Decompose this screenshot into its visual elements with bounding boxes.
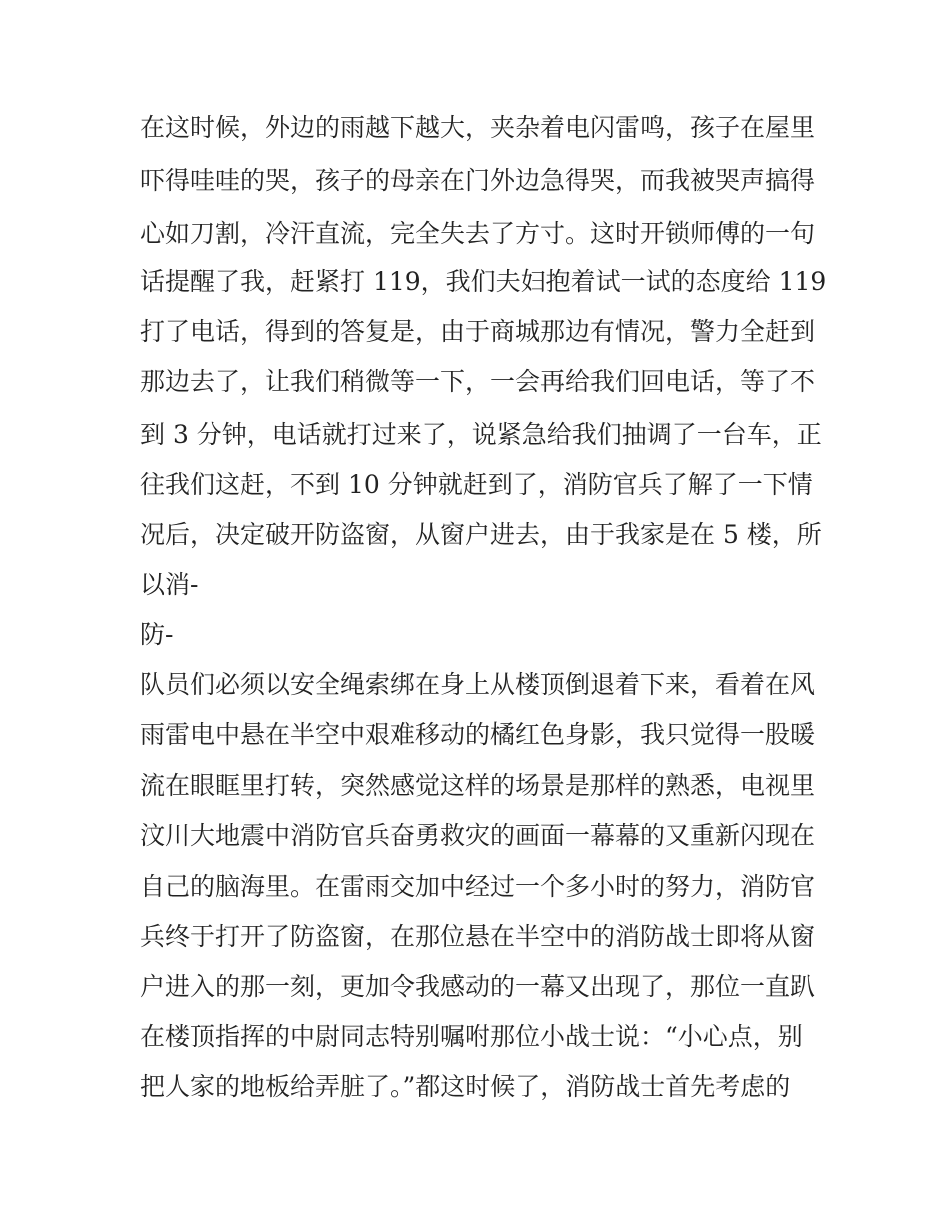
paragraph-line: 话提醒了我，赶紧打 119，我们夫妇抱着试一试的态度给 119 [140, 267, 827, 296]
paragraph-line: 以消- [140, 570, 199, 599]
paragraph-line: 往我们这赶，不到 10 分钟就赶到了，消防官兵了解了一下情 [140, 470, 813, 499]
paragraph-line: 在楼顶指挥的中尉同志特别嘱咐那位小战士说：“小心点，别 [140, 1022, 803, 1051]
paragraph-line: 到 3 分钟，电话就打过来了，说紧急给我们抽调了一台车，正 [140, 420, 822, 449]
paragraph-line: 况后，决定破开防盗窗，从窗户进去，由于我家是在 5 楼，所 [140, 520, 822, 549]
paragraph-line: 自己的脑海里。在雷雨交加中经过一个多小时的努力，消防官 [140, 872, 816, 901]
paragraph-line: 心如刀割，冷汗直流，完全失去了方寸。这时开锁师傅的一句 [140, 219, 816, 248]
paragraph-line: 在这时候，外边的雨越下越大，夹杂着电闪雷鸣，孩子在屋里 [140, 113, 816, 142]
paragraph-line: 队员们必须以安全绳索绑在身上从楼顶倒退着下来，看着在风 [140, 670, 816, 699]
paragraph-line: 流在眼眶里打转，突然感觉这样的场景是那样的熟悉，电视里 [140, 771, 816, 800]
paragraph-line: 打了电话，得到的答复是，由于商城那边有情况，警力全赶到 [140, 317, 816, 346]
paragraph-line: 兵终于打开了防盗窗，在那位悬在半空中的消防战士即将从窗 [140, 922, 816, 951]
paragraph-line: 把人家的地板给弄脏了。”都这时候了，消防战士首先考虑的 [140, 1072, 791, 1101]
paragraph-line: 那边去了，让我们稍微等一下，一会再给我们回电话，等了不 [140, 367, 816, 396]
paragraph-line: 吓得哇哇的哭，孩子的母亲在门外边急得哭，而我被哭声搞得 [140, 166, 816, 195]
paragraph-line: 户进入的那一刻，更加令我感动的一幕又出现了，那位一直趴 [140, 972, 816, 1001]
paragraph-line: 雨雷电中悬在半空中艰难移动的橘红色身影，我只觉得一股暖 [140, 720, 816, 749]
paragraph-line: 汶川大地震中消防官兵奋勇救灾的画面一幕幕的又重新闪现在 [140, 821, 816, 850]
paragraph-line: 防- [140, 620, 174, 649]
